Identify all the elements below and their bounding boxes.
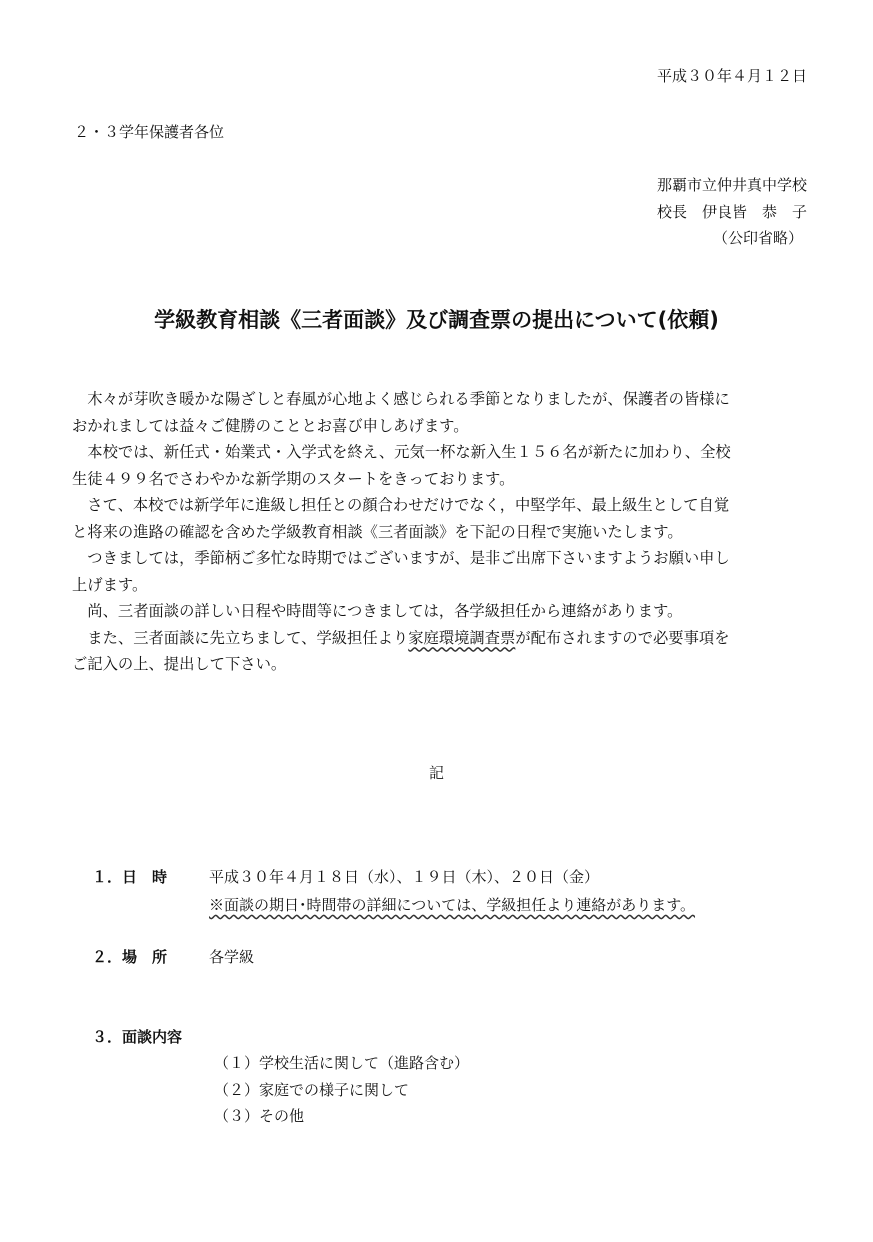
datetime-note: ※面談の期日･時間帯の詳細については、学級担任より連絡があります。 bbox=[209, 896, 696, 914]
body-text bbox=[72, 386, 812, 678]
body-segment: また、三者面談に先立ちまして、学級担任より bbox=[72, 628, 409, 647]
document-date: 平成３０年４月１２日 bbox=[656, 67, 807, 85]
content-item: （２）家庭での様子に関して bbox=[214, 1081, 410, 1099]
sender-school: 那覇市立仲井真中学校 bbox=[656, 176, 807, 194]
body-line bbox=[72, 625, 812, 652]
body-line: さて、本校では新学年に進級し担任との顔合わせだけでなく，中堅学年、最上級生として自覚 bbox=[72, 496, 730, 514]
place-value: 各学級 bbox=[209, 948, 255, 966]
datetime-value: 平成３０年４月１８日（水）、１９日（木）、２０日（金） bbox=[209, 868, 600, 886]
addressee: ２・３学年保護者各位 bbox=[74, 123, 225, 141]
body-line: つきましては，季節柄ご多忙な時期ではございますが、是非ご出席下さいますようお願い申し bbox=[72, 549, 730, 567]
body-line: 本校では、新任式・始業式・入学式を終え、元気一杯な新入生１５６名が新たに加わり、全校 bbox=[72, 443, 731, 461]
datetime-label: １．日 時 bbox=[92, 868, 168, 886]
body-segment: が配布されますので必要事項を bbox=[515, 628, 730, 647]
body-line: 木々が芽吹き暖かな陽ざしと春風が心地よく感じられる季節となりましたが、保護者の皆様に bbox=[72, 390, 730, 408]
body-line: 上げます。 bbox=[72, 575, 148, 594]
body-line: おかれましては益々ご健勝のこととお喜び申しあげます。 bbox=[72, 416, 469, 435]
content-item: （３）その他 bbox=[214, 1107, 305, 1125]
body-line: 生徒４９９名でさわやかな新学期のスタートをきっております。 bbox=[72, 469, 515, 488]
place-label: ２．場 所 bbox=[92, 948, 168, 966]
content-item: （１）学校生活に関して（進路含む） bbox=[214, 1054, 470, 1072]
content-label: ３．面談内容 bbox=[92, 1028, 183, 1046]
ki-heading: 記 bbox=[428, 764, 444, 782]
document-title: 学級教育相談《三者面談》及び調査票の提出について(依頼) bbox=[154, 308, 719, 332]
sender-principal: 校長 伊良皆 恭 子 bbox=[656, 203, 807, 221]
body-line: と将来の進路の確認を含めた学級教育相談《三者面談》を下記の日程で実施いたします。 bbox=[72, 522, 683, 541]
survey-form-name: 家庭環境調査票 bbox=[408, 628, 516, 647]
body-line: ご記入の上、提出して下さい。 bbox=[72, 655, 287, 673]
seal-omitted-note: （公印省略） bbox=[712, 229, 803, 247]
body-line: 尚、三者面談の詳しい日程や時間等につきましては，各学級担任から連絡があります。 bbox=[72, 602, 683, 620]
